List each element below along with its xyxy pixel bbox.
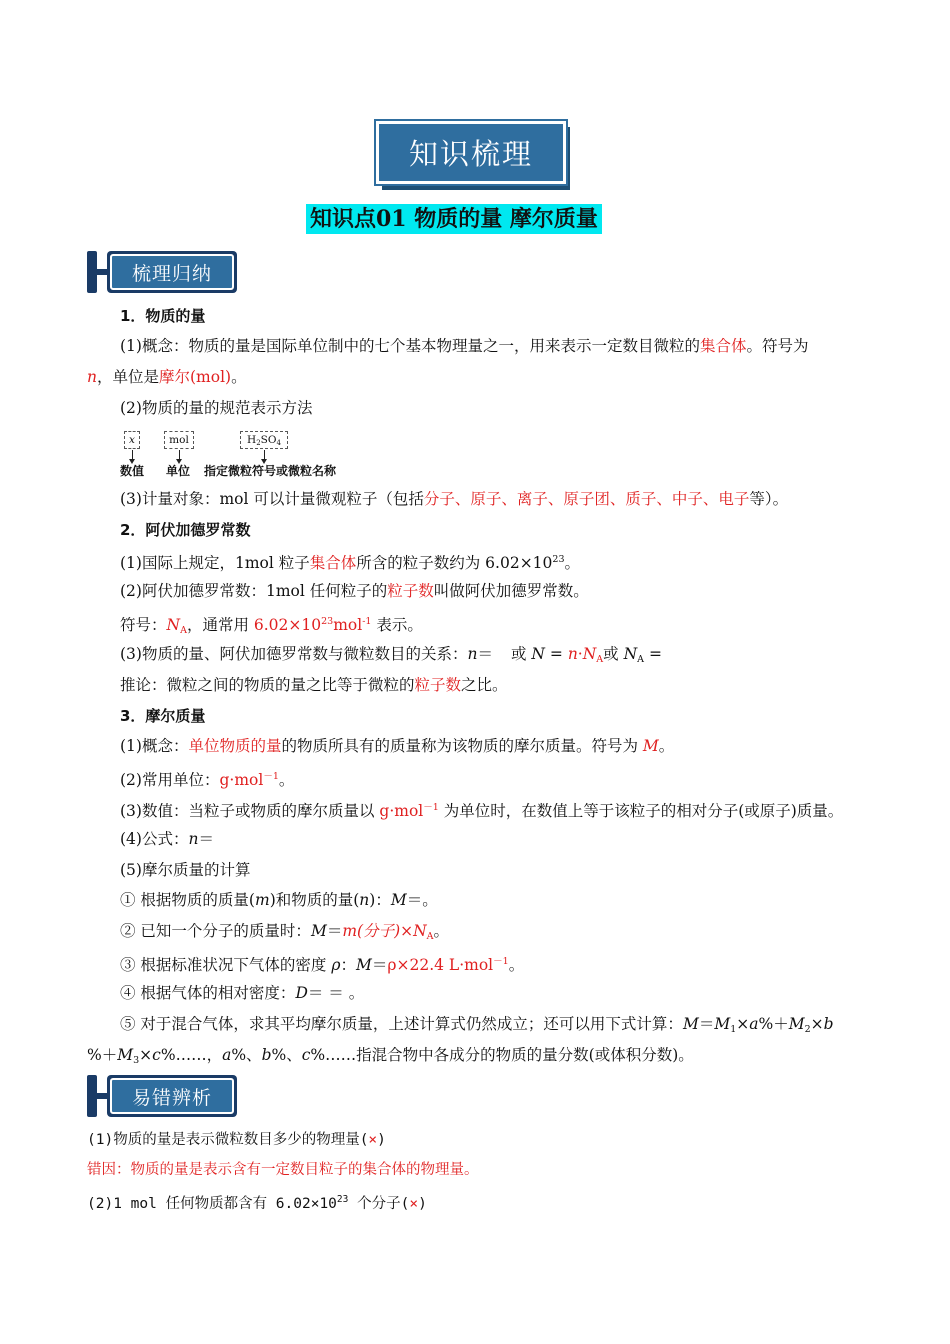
- tag-stub: [97, 1093, 107, 1099]
- symbol-box: $H_2SO_4$: [240, 431, 288, 449]
- heading-amount-of-substance: 1．物质的量: [120, 307, 206, 325]
- calc-item-continued: $\%+M_3\times c\%\dots\dots$，a%、b%、c%……指混合物中各成分的物质的量分数(或体积分数)。: [87, 1046, 694, 1066]
- errors-tag: [87, 1075, 237, 1117]
- paragraph: 符号：$N_A$，通常用 $6.02\times 10^{23}mol^{-1}$ 表示。: [120, 616, 423, 636]
- paragraph: (2)阿伏加德罗常数：1mol 任何粒子的粒子数叫做阿伏加德罗常数。: [120, 582, 589, 600]
- calc-item: ③ 根据标准状况下气体的密度 ρ：M＝ρ×22.4 L·mol$^{-1}$。: [120, 956, 525, 974]
- paragraph: 推论：微粒之间的物质的量之比等于微粒的粒子数之比。: [120, 676, 508, 694]
- tag-box: [107, 1075, 237, 1117]
- paragraph: (1)概念：物质的量是国际单位制中的七个基本物理量之一，用来表示一定数目微粒的集合体。符号为: [120, 337, 809, 355]
- knowledge-point-title: 知识点01 物质的量 摩尔质量: [306, 204, 602, 234]
- paragraph: (1)概念：单位物质的量的物质所具有的质量称为该物质的摩尔质量。符号为 M。: [120, 737, 675, 755]
- value-box: x: [124, 431, 140, 449]
- tag-label: 易错辨析: [110, 1078, 234, 1114]
- unit-label: 单位: [166, 464, 191, 478]
- paragraph: (2)常用单位：g·mol$^{-1}$。: [120, 771, 295, 789]
- calc-item: ① 根据物质的质量(m)和物质的量(n)：M＝。: [120, 891, 438, 909]
- highlight: 集合体: [309, 554, 357, 572]
- error-item: (2)1 mol 任何物质都含有 $6.02\times 10^{23}$ 个分子(×): [87, 1194, 427, 1212]
- paragraph: n，单位是摩尔(mol)。: [87, 368, 247, 386]
- arrow: [264, 450, 265, 460]
- heading-molar-mass: 3．摩尔质量: [120, 707, 206, 725]
- tag-bar: [87, 1075, 97, 1117]
- paragraph: (3)物质的量、阿伏加德罗常数与微粒数目的关系：n＝ 或 $N = n\cdot N_A$或 $N_A$ =: [120, 645, 662, 665]
- arrow: [132, 450, 133, 460]
- tag-label: 梳理归纳: [110, 254, 234, 290]
- section-banner: 知识梳理: [376, 121, 566, 184]
- paragraph: (2)物质的量的规范表示方法: [120, 399, 313, 417]
- tag-bar: [87, 251, 97, 293]
- unit-box: mol: [164, 431, 194, 449]
- calc-item: ② 已知一个分子的质量时：M＝m(分子)$\times N_A$。: [120, 922, 450, 942]
- tag-stub: [97, 269, 107, 275]
- value-label: 数值: [120, 464, 145, 478]
- highlight: 单位物质的量: [188, 737, 282, 755]
- paragraph: (4)公式：n＝: [120, 830, 214, 848]
- paragraph: (1)国际上规定，1mol 粒子集合体所含的粒子数约为 $6.02\times 10^{23}$。: [120, 554, 581, 572]
- symbol-label: 指定微粒符号或微粒名称: [204, 464, 337, 478]
- calc-item: ⑤ 对于混合气体，求其平均摩尔质量，上述计算式仍然成立；还可以用下式计算：$M=M_1\times a\%+M_2\times b$: [120, 1015, 834, 1035]
- tag-box: [107, 251, 237, 293]
- calc-item: ④ 根据气体的相对密度：D＝ ＝ 。: [120, 984, 365, 1002]
- paragraph: (3)数值：当粒子或物质的摩尔质量以 g·mol$^{-1}$ 为单位时，在数值上等于该粒子的相对分子(或原子)质量。: [120, 802, 844, 820]
- notation-diagram: [120, 428, 360, 478]
- highlight: 分子、原子、离子、原子团、质子、中子、电子: [423, 490, 750, 508]
- highlight: 粒子数: [414, 676, 462, 694]
- error-item: (1)物质的量是表示微粒数目多少的物理量(×): [87, 1132, 386, 1148]
- highlight: 摩尔(mol): [159, 368, 232, 386]
- error-reason: 错因：物质的量是表示含有一定数目粒子的集合体的物理量。: [87, 1162, 479, 1178]
- highlight: 集合体: [699, 337, 747, 355]
- heading-avogadro-constant: 2．阿伏加德罗常数: [120, 521, 251, 539]
- highlight: 粒子数: [387, 582, 434, 600]
- summary-tag: [87, 251, 237, 293]
- arrow: [179, 450, 180, 460]
- paragraph: (3)计量对象：mol 可以计量微观粒子（包括分子、原子、离子、原子团、质子、中子、电子等）。: [120, 490, 789, 508]
- paragraph: (5)摩尔质量的计算: [120, 861, 251, 879]
